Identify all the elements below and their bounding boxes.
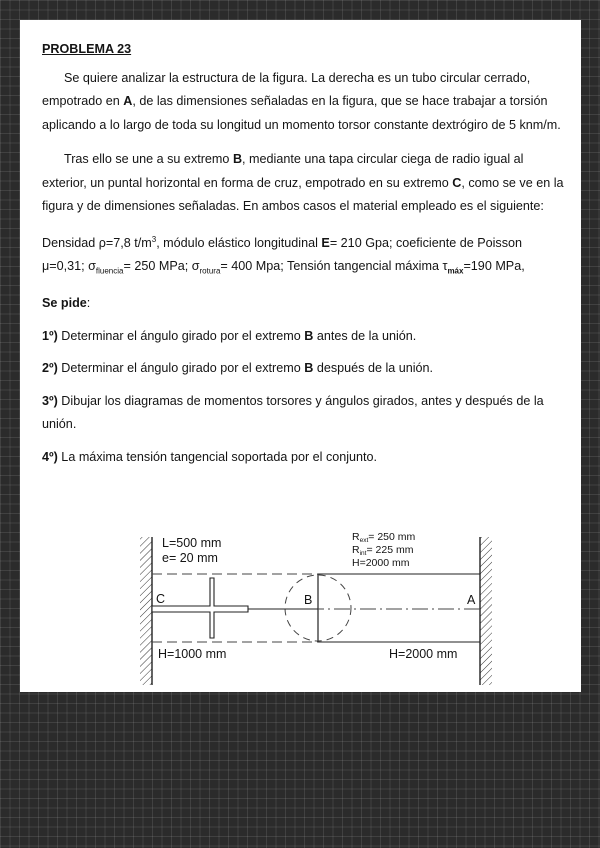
structure-diagram <box>102 485 502 675</box>
text: =190 MPa, <box>463 259 525 274</box>
text: antes de la unión. <box>313 328 417 343</box>
se-pide-line <box>42 292 564 316</box>
text: : <box>86 296 91 311</box>
bold-point-B: B <box>232 152 243 166</box>
label-r-ext: Rext= 250 mm <box>352 531 416 544</box>
question-item <box>42 357 564 381</box>
point-label-C: C <box>156 592 166 606</box>
text: Dibujar los diagramas de momentos torsores y ángulos girados, antes y después de la unión. <box>42 393 544 432</box>
text: Determinar el ángulo girado por el extremo <box>57 328 305 343</box>
text: Tras ello se une a su extremo <box>64 152 233 166</box>
text: = 210 Gpa; coeficiente de Poisson μ=0,31; σ <box>42 235 523 274</box>
text: , mediante una tapa circular ciega de radio igual al exterior, un puntal horizontal en forma de cruz, empotrado en su extremo <box>42 152 524 190</box>
subscript-fluencia: fluencia <box>95 266 124 276</box>
question-number: 2º) <box>42 361 58 376</box>
structure-figure <box>102 485 502 675</box>
text: La máxima tensión tangencial soportada por el conjunto. <box>57 449 378 464</box>
bold-point-C: C <box>452 175 462 190</box>
question-item <box>42 446 564 470</box>
se-pide-label: Se pide <box>42 296 87 311</box>
problem-title: PROBLEMA 23 <box>42 42 132 56</box>
point-label-A: A <box>467 593 476 607</box>
point-label-B: B <box>304 593 313 607</box>
subscript-max: máx <box>447 266 464 276</box>
text: , como se ve en la figura y de dimensiones señaladas. En ambos casos el material empleado es el siguiente: <box>42 175 564 213</box>
dimension-left: H=1000 mm <box>158 647 227 661</box>
bold-point: B <box>304 328 314 343</box>
left-wall-hatch <box>140 537 152 685</box>
bold-point-A: A <box>123 94 133 108</box>
text: = 400 Mpa; Tensión tangencial máxima τ <box>220 259 448 274</box>
question-number: 4º) <box>42 449 58 464</box>
subscript-rotura: rotura <box>199 266 221 276</box>
text: = 250 MPa; σ <box>123 259 200 274</box>
document-page <box>20 20 581 692</box>
question-number: 1º) <box>42 328 58 343</box>
bold-point: B <box>304 361 314 376</box>
paragraph-material <box>42 228 564 284</box>
label-tube-height: H=2000 mm <box>352 557 410 569</box>
label-length: L=500 mm <box>162 536 222 550</box>
question-item <box>42 325 564 349</box>
paragraph-union <box>42 148 564 219</box>
right-wall-hatch <box>480 537 492 685</box>
label-thickness: e= 20 mm <box>162 551 218 565</box>
question-item <box>42 390 564 437</box>
text: Determinar el ángulo girado por el extremo <box>57 361 305 376</box>
question-number: 3º) <box>42 393 58 408</box>
text: Densidad ρ=7,8 t/m <box>42 235 152 250</box>
paragraph-intro <box>42 67 564 138</box>
text: Se quiere analizar la estructura de la figura. La derecha es un tubo circular cerrado, empotrado en <box>42 70 531 108</box>
text: , de las dimensiones señaladas en la figura, que se hace trabajar a torsión aplicando a lo largo de toda su longitud un momento torsor constante dextrógiro de 5 knm/m. <box>42 94 561 132</box>
text: después de la unión. <box>313 361 434 376</box>
bold-E: E <box>321 235 330 250</box>
problem-text <box>42 38 564 469</box>
label-r-int: Rint= 225 mm <box>352 544 414 557</box>
text: , módulo elástico longitudinal <box>156 235 322 250</box>
superscript: 3 <box>151 234 157 244</box>
dimension-right: H=2000 mm <box>389 647 458 661</box>
